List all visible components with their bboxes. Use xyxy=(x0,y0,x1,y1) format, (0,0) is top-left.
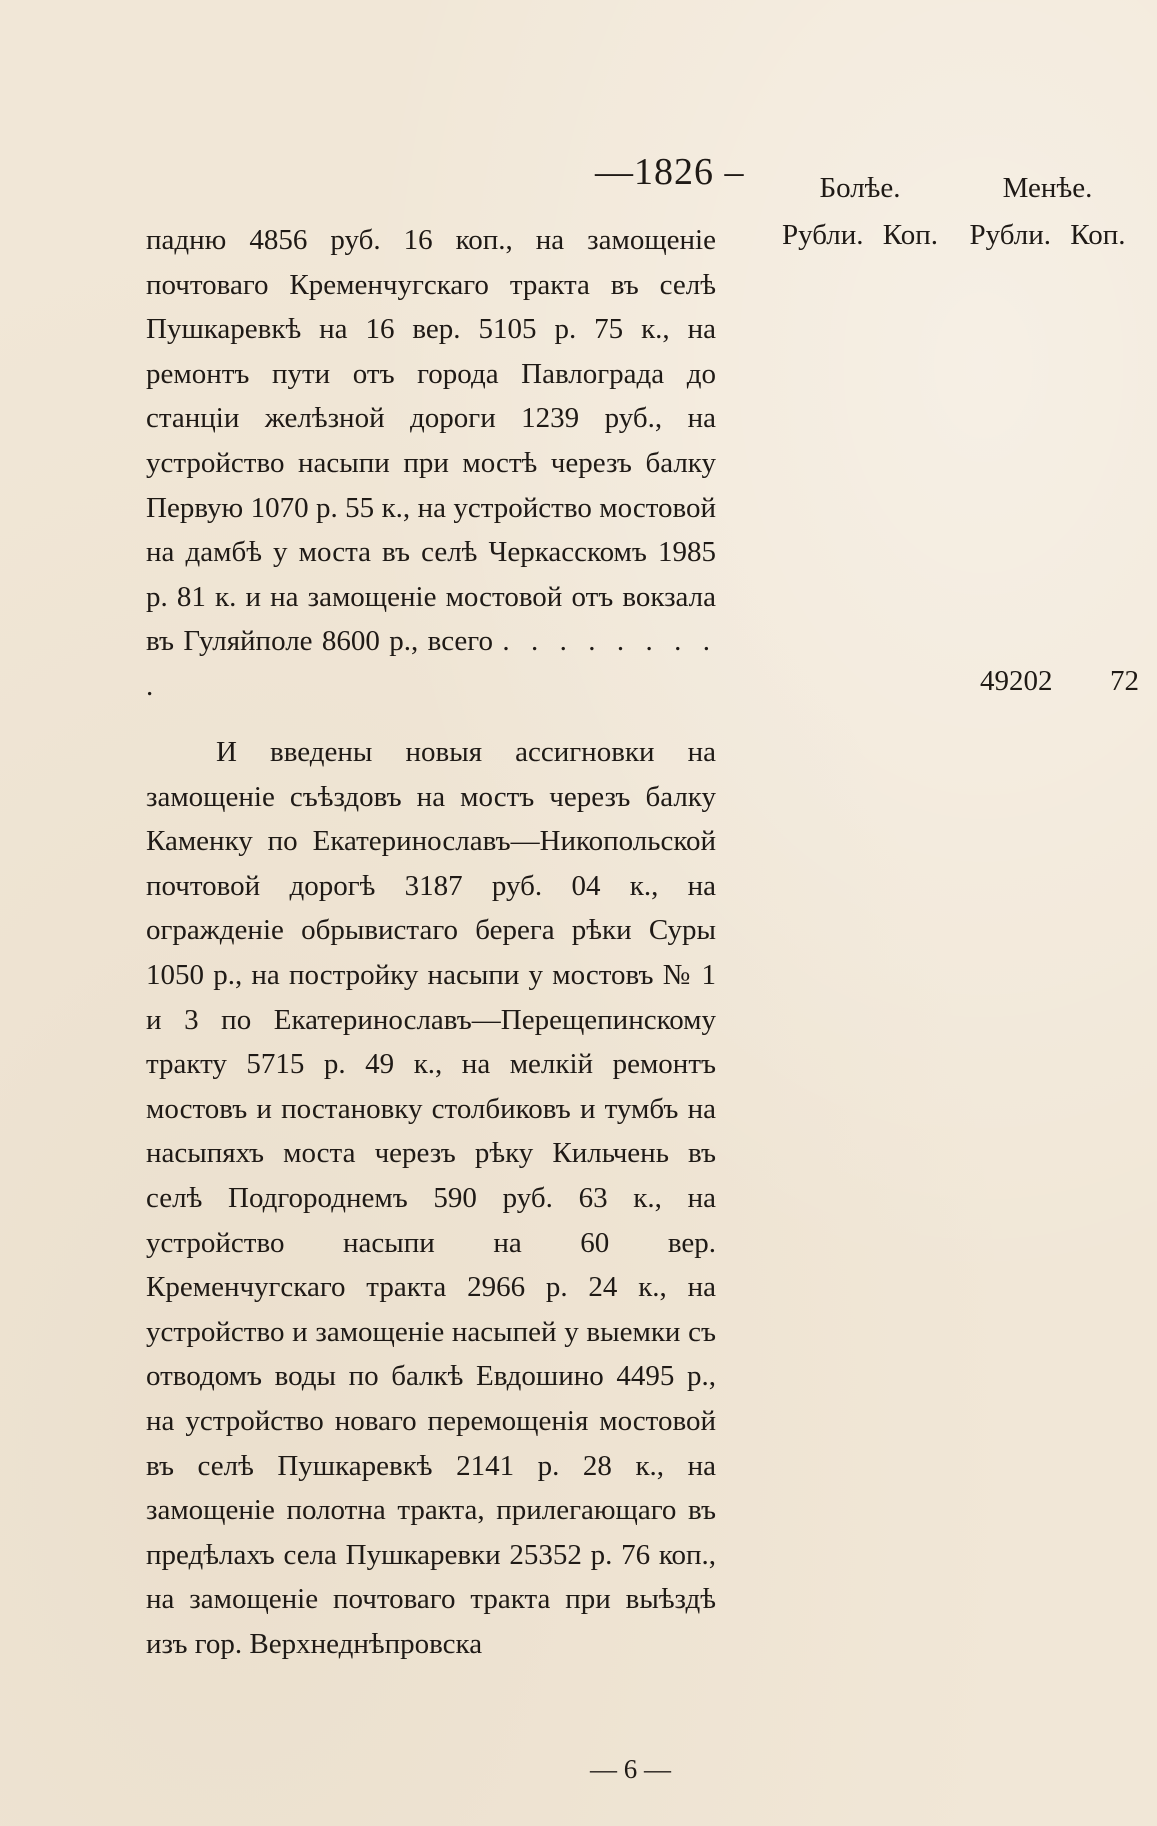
paragraph-body-2: И введены новыя ассигновки на замощеніе съѣздовъ на мостъ черезъ балку Каменку по Екатеринославъ—Никопольской почтовой дорогѣ 3187 руб. 04 к., на огражденіе обрывистаго берега рѣки Суры 1050 р., на постройку насыпи у мостовъ № 1 и 3 по Екатеринославъ—Перещепинскому тракту 5715 р. 49 к., на мелкій ремонтъ мостовъ и постановку столбиковъ и тумбъ на насыпяхъ моста черезъ рѣку Кильчень въ селѣ Подгороднемъ 590 руб. 63 к., на устройство насыпи на 60 вер. Кременчугскаго тракта 2966 р. 24 к., на устройство и замощеніе насыпей у выемки съ отводомъ воды по балкѣ Евдошино 4495 р., на устройство новаго перемощенія мостовой въ селѣ Пушкаревкѣ 2141 р. 28 к., на замощеніе полотна тракта, прилегающаго въ предѣлахъ села Пушкаревки 25352 р. 76 коп., на замощеніе почтоваго тракта при выѣздѣ изъ гор. Верхнеднѣпровска xyxy=(146,736,716,1660)
subhead-kopecks-less: Коп. xyxy=(1070,219,1126,251)
paragraph-continued xyxy=(146,218,716,709)
column-subheads-less xyxy=(955,219,1140,252)
subhead-rubles-less: Рубли. xyxy=(969,219,1052,251)
paragraph-new-assignments xyxy=(146,730,716,1666)
subhead-rubles-more: Рубли. xyxy=(782,219,864,251)
column-group-less xyxy=(955,172,1140,252)
total-kopecks: 72 xyxy=(1110,665,1139,697)
column-group-more xyxy=(770,172,950,252)
leader-dots: . . . . . . . . . xyxy=(146,625,717,702)
subhead-kopecks-more: Коп. xyxy=(882,219,938,251)
column-subheads-more xyxy=(770,219,950,252)
paragraph-text xyxy=(146,218,716,709)
total-rubles: 49202 xyxy=(980,665,1053,697)
column-title-more: Болѣе. xyxy=(819,172,901,204)
page-header-number: —1826 – xyxy=(595,151,745,193)
column-title-less: Менѣе. xyxy=(1002,172,1093,204)
page-footer-number: — 6 — xyxy=(590,1754,671,1784)
paragraph-body: падню 4856 руб. 16 коп., на замощеніе почтоваго Кременчугскаго тракта въ селѣ Пушкаревкѣ на 16 вер. 5105 р. 75 к., на ремонтъ пути отъ города Павлограда до станціи желѣзной дороги 1239 руб., на устройство насыпи при мостѣ черезъ балку Первую 1070 р. 55 к., на устройство мостовой на дамбѣ у моста въ селѣ Черкасскомъ 1985 р. 81 к. и на замощеніе мостовой отъ вокзала въ Гуляйполе 8600 р., всего xyxy=(146,224,716,658)
